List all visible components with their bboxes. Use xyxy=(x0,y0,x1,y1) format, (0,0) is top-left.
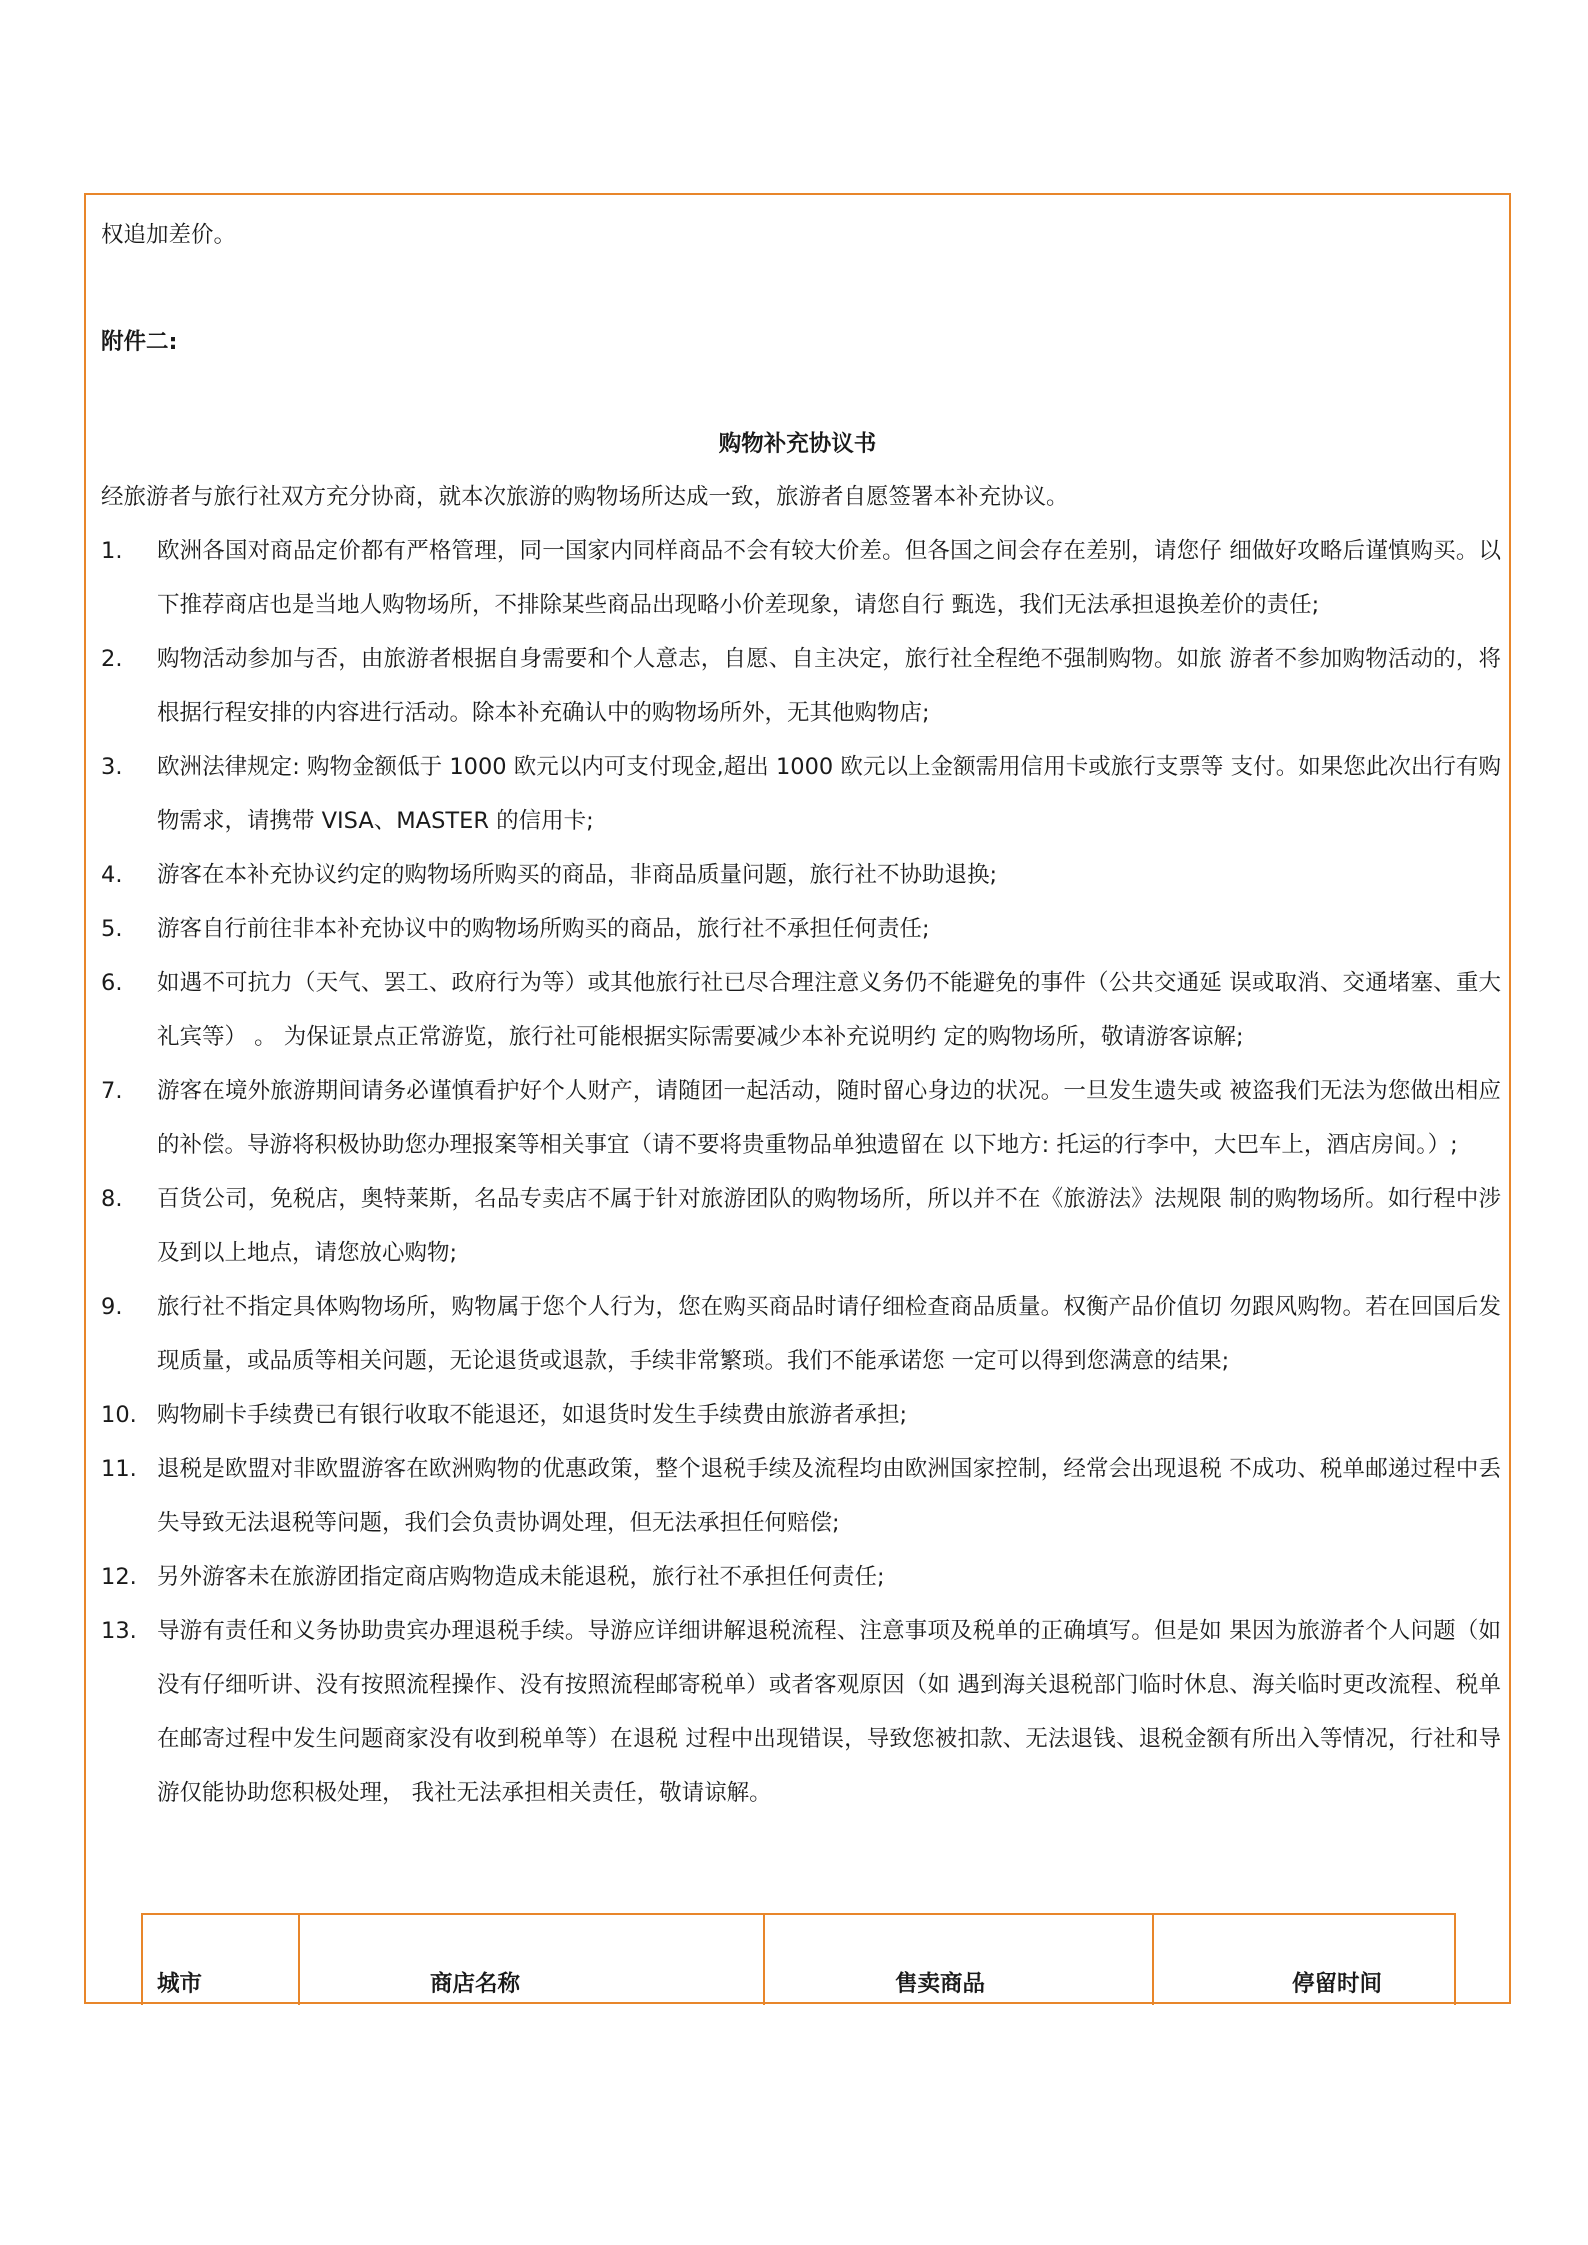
term-item xyxy=(101,1388,1501,1442)
term-text: 如遇不可抗力（天气、罢工、政府行为等）或其他旅行社已尽合理注意义务仍不能避免的事件（公共交通延 误或取消、交通堵塞、重大礼宾等） 。 为保证景点正常游览，旅行社可能根据实际需要减少本补充说明约 定的购物场所，敬请游客谅解; xyxy=(157,970,1501,1050)
table-header-store-name: 商店名称 xyxy=(300,1915,765,2005)
terms-list xyxy=(101,524,1501,1820)
term-number: 5. xyxy=(101,916,123,942)
agreement-intro: 经旅游者与旅行社双方充分协商，就本次旅游的购物场所达成一致，旅游者自愿签署本补充协议。 xyxy=(101,484,1069,510)
term-number: 6. xyxy=(101,970,123,996)
term-number: 7. xyxy=(101,1078,123,1104)
term-text: 欧洲法律规定: 购物金额低于 1000 欧元以内可支付现金,超出 1000 欧元以上金额需用信用卡或旅行支票等 支付。如果您此次出行有购物需求，请携带 VISA、MASTER 的信用卡; xyxy=(157,754,1501,834)
term-item xyxy=(101,1064,1501,1172)
term-text: 导游有责任和义务协助贵宾办理退税手续。导游应详细讲解退税流程、注意事项及税单的正确填写。但是如 果因为旅游者个人问题（如没有仔细听讲、没有按照流程操作、没有按照流程邮寄税单）或者客观原因（如 遇到海关退税部门临时休息、海关临时更改流程、税单在邮寄过程中发生问题商家没有收到税单等）在退税 过程中出现错误，导致您被扣款、无法退钱、退税金额有所出入等情况，行社和导游仅能协助您积极处理， 我社无法承担相关责任，敬请谅解。 xyxy=(157,1618,1501,1806)
term-item xyxy=(101,1442,1501,1550)
table-header-goods: 售卖商品 xyxy=(765,1915,1154,2005)
term-item xyxy=(101,1280,1501,1388)
term-text: 另外游客未在旅游团指定商店购物造成未能退税，旅行社不承担任何责任; xyxy=(157,1564,885,1590)
term-item xyxy=(101,956,1501,1064)
term-number: 2. xyxy=(101,646,123,672)
term-item xyxy=(101,902,1501,956)
term-item xyxy=(101,848,1501,902)
attachment-label: 附件二: xyxy=(101,329,178,355)
term-item xyxy=(101,524,1501,632)
table-header-city: 城市 xyxy=(143,1915,300,2005)
term-text: 退税是欧盟对非欧盟游客在欧洲购物的优惠政策，整个退税手续及流程均由欧洲国家控制，经常会出现退税 不成功、税单邮递过程中丢失导致无法退税等问题，我们会负责协调处理，但无法承担任何赔偿; xyxy=(157,1456,1501,1536)
term-item xyxy=(101,1550,1501,1604)
term-text: 游客在境外旅游期间请务必谨慎看护好个人财产，请随团一起活动，随时留心身边的状况。一旦发生遗失或 被盗我们无法为您做出相应的补偿。导游将积极协助您办理报案等相关事宜（请不要将贵重物品单独遗留在 以下地方: 托运的行李中，大巴车上，酒店房间。）; xyxy=(157,1078,1501,1158)
term-text: 旅行社不指定具体购物场所，购物属于您个人行为，您在购买商品时请仔细检查商品质量。权衡产品价值切 勿跟风购物。若在回国后发现质量，或品质等相关问题，无论退货或退款，手续非常繁琐。我们不能承诺您 一定可以得到您满意的结果; xyxy=(157,1294,1501,1374)
term-number: 3. xyxy=(101,754,123,780)
agreement-title: 购物补充协议书 xyxy=(718,431,877,457)
term-text: 购物刷卡手续费已有银行收取不能退还，如退货时发生手续费由旅游者承担; xyxy=(157,1402,908,1428)
term-number: 8. xyxy=(101,1186,123,1212)
term-item xyxy=(101,740,1501,848)
term-number: 11. xyxy=(101,1456,137,1482)
term-number: 9. xyxy=(101,1294,123,1320)
term-text: 百货公司，免税店，奥特莱斯，名品专卖店不属于针对旅游团队的购物场所，所以并不在《旅游法》法规限 制的购物场所。如行程中涉及到以上地点，请您放心购物; xyxy=(157,1186,1501,1266)
term-text: 欧洲各国对商品定价都有严格管理，同一国家内同样商品不会有较大价差。但各国之间会存在差别，请您仔 细做好攻略后谨慎购买。以下推荐商店也是当地人购物场所，不排除某些商品出现略小价差现象，请您自行 甄选，我们无法承担退换差价的责任; xyxy=(157,538,1501,618)
shopping-table-header xyxy=(141,1913,1456,2005)
continued-text: 权追加差价。 xyxy=(101,222,237,248)
term-number: 1. xyxy=(101,538,123,564)
term-item xyxy=(101,1172,1501,1280)
term-number: 13. xyxy=(101,1618,137,1644)
term-number: 4. xyxy=(101,862,123,888)
term-number: 12. xyxy=(101,1564,137,1590)
term-text: 游客自行前往非本补充协议中的购物场所购买的商品，旅行社不承担任何责任; xyxy=(157,916,930,942)
term-text: 购物活动参加与否，由旅游者根据自身需要和个人意志，自愿、自主决定，旅行社全程绝不强制购物。如旅 游者不参加购物活动的，将根据行程安排的内容进行活动。除本补充确认中的购物场所外，无其他购物店; xyxy=(157,646,1501,726)
table-header-stay-time: 停留时间 xyxy=(1292,1971,1383,1997)
term-text: 游客在本补充协议约定的购物场所购买的商品，非商品质量问题，旅行社不协助退换; xyxy=(157,862,998,888)
term-item xyxy=(101,632,1501,740)
term-item xyxy=(101,1604,1501,1820)
term-number: 10. xyxy=(101,1402,137,1428)
